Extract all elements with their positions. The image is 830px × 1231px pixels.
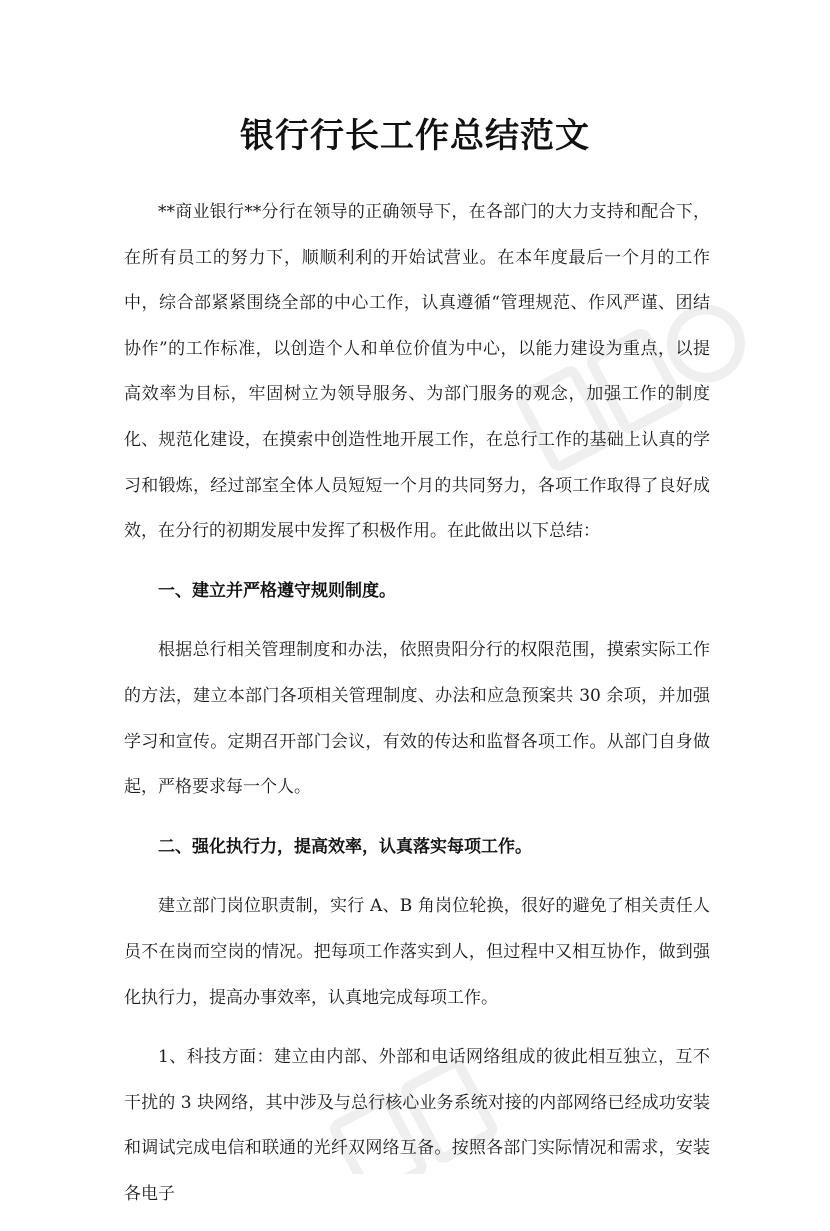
paragraph-tech: 1、科技方面：建立由内部、外部和电话网络组成的彼此相互独立，互不干扰的 3 块网络，其中涉及与总行核心业务系统对接的内部网络已经成功安装和调试完成电信和联通的光纤双网络互备。按照各部门实际情况和需求，安装各电子	[124, 1047, 710, 1204]
section-heading-1: 一、建立并严格遵守规则制度。	[158, 580, 396, 601]
section-heading-2: 二、强化执行力，提高效率，认真落实每项工作。	[158, 836, 532, 857]
document-title: 银行行长工作总结范文	[240, 116, 590, 156]
paragraph-section-2: 建立部门岗位职责制，实行 A、B 角岗位轮换，很好的避免了相关责任人员不在岗而空岗的情况。把每项工作落实到人，但过程中又相互协作，做到强化执行力，提高办事效率，认真地完成每项工作。	[124, 896, 710, 1008]
paragraph-intro: **商业银行**分行在领导的正确领导下，在各部门的大力支持和配合下，在所有员工的努力下，顺顺利利的开始试营业。在本年度最后一个月的工作中，综合部紧紧围绕全部的中心工作，认真遵循“管理规范、作风严谨、团结协作”的工作标准，以创造个人和单位价值为中心，以能力建设为重点，以提高效率为目标，牢固树立为领导服务、为部门服务的观念，加强工作的制度化、规范化建设，在摸索中创造性地开展工作，在总行工作的基础上认真的学习和锻炼，经过部室全体人员短短一个月的共同努力，各项工作取得了良好成效，在分行的初期发展中发挥了积极作用。在此做出以下总结：	[124, 202, 710, 542]
paragraph-section-1: 根据总行相关管理制度和办法，依照贵阳分行的权限范围，摸索实际工作的方法，建立本部门各项相关管理制度、办法和应急预案共 30 余项，并加强学习和宣传。定期召开部门会议，有效的传达和监督各项工作。从部门自身做起，严格要求每一个人。	[124, 640, 710, 798]
document-body	[124, 190, 710, 1231]
